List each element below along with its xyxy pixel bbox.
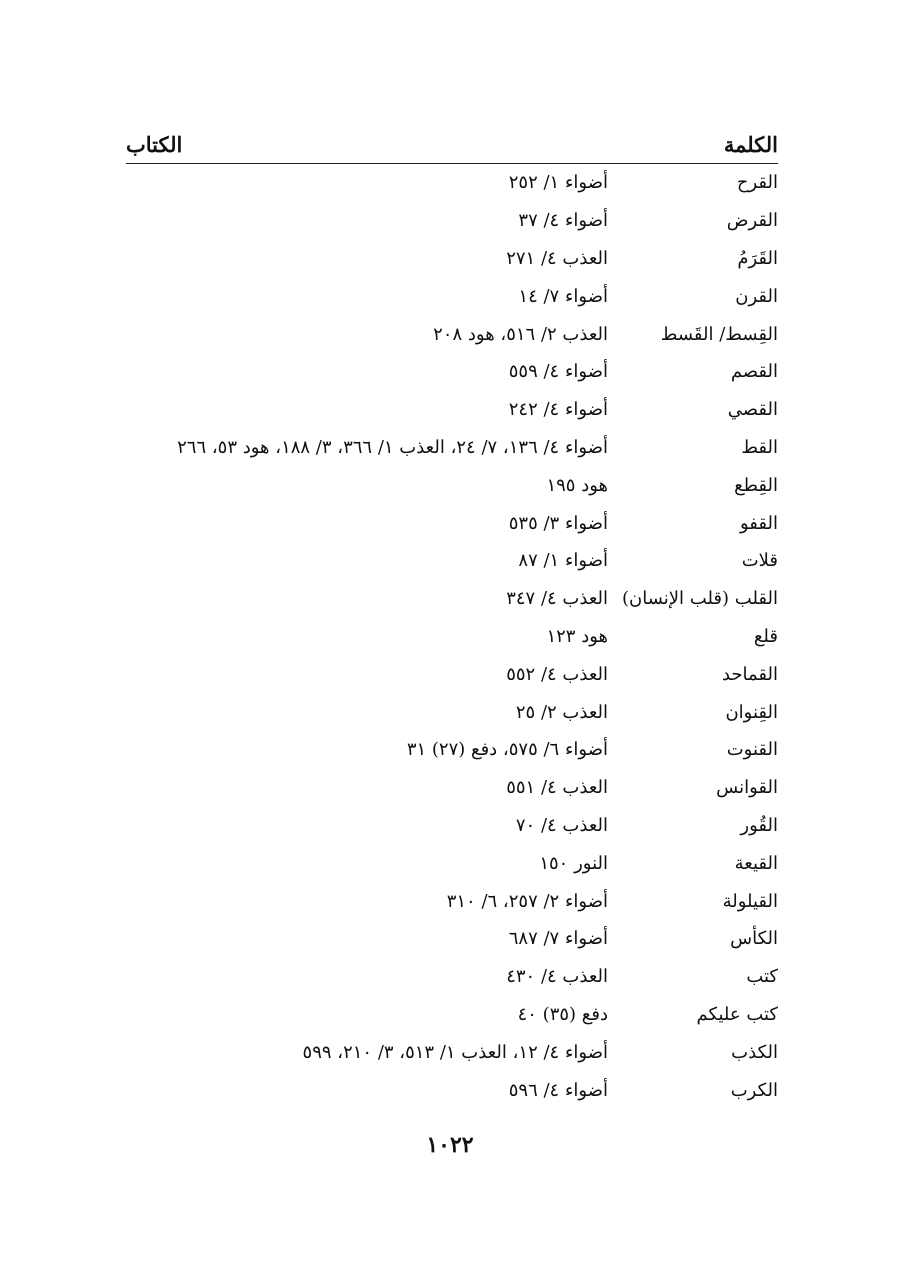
table-row (126, 240, 778, 278)
entry-word: القِنوان (725, 701, 778, 723)
entry-word: القيعة (734, 852, 778, 874)
table-row (126, 429, 778, 467)
table-row (126, 693, 778, 731)
table-row (126, 996, 778, 1034)
entry-word: القط (741, 436, 778, 458)
table-row (126, 618, 778, 656)
entry-reference: أضواء ٧/ ١٤ (518, 285, 608, 307)
table-row (126, 1033, 778, 1071)
table-row (126, 164, 778, 202)
entry-word: الكذب (731, 1041, 778, 1063)
table-row (126, 731, 778, 769)
entry-word: كتب (746, 966, 778, 988)
entry-reference: أضواء ٤/ ١٣٦، ٧/ ٢٤، العذب ١/ ٣٦٦، ٣/ ١٨٨، هود ٥٣، ٢٦٦ (177, 436, 608, 458)
entry-word: القوانس (716, 777, 778, 799)
entry-word: الكأس (730, 928, 778, 950)
entry-reference: أضواء ٤/ ٣٧ (518, 210, 608, 232)
entry-word: القرن (735, 285, 778, 307)
entry-word: القصم (730, 361, 778, 383)
entry-word: القَرَمُ (737, 247, 778, 269)
table-row (126, 466, 778, 504)
table-row (126, 353, 778, 391)
table-row (126, 958, 778, 996)
table-row (126, 315, 778, 353)
entry-word: القنوت (726, 739, 778, 761)
entry-reference: هود ١٩٥ (546, 474, 608, 496)
table-row (126, 277, 778, 315)
entry-reference: العذب ٤/ ٣٤٧ (506, 588, 608, 610)
entry-word: القيلولة (722, 890, 778, 912)
entry-word: قلع (753, 625, 778, 647)
entry-reference: أضواء ٤/ ٥٩٦ (508, 1079, 608, 1101)
entry-reference: العذب ٤/ ٤٣٠ (506, 966, 608, 988)
entry-word: القُور (740, 814, 778, 836)
table-row (126, 391, 778, 429)
table-row (126, 882, 778, 920)
entry-reference: أضواء ١/ ٨٧ (518, 550, 608, 572)
table-row (126, 202, 778, 240)
entry-word: القصي (727, 399, 778, 421)
book-column-header: الكتاب (126, 132, 183, 157)
entry-word: القرض (726, 210, 778, 232)
entry-reference: أضواء ٦/ ٥٧٥، دفع (٢٧) ٣١ (406, 739, 608, 761)
entry-reference: أضواء ٣/ ٥٣٥ (508, 512, 608, 534)
table-row (126, 920, 778, 958)
table-row (126, 655, 778, 693)
entry-reference: العذب ٤/ ٥٥١ (506, 777, 608, 799)
table-row (126, 504, 778, 542)
entry-word: القرح (736, 172, 778, 194)
entry-reference: النور ١٥٠ (539, 852, 608, 874)
entry-reference: العذب ٢/ ٥١٦، هود ٢٠٨ (433, 323, 608, 345)
entry-reference: العذب ٤/ ٥٥٢ (506, 663, 608, 685)
entry-word: الكرب (730, 1079, 778, 1101)
entry-reference: دفع (٣٥) ٤٠ (517, 1003, 608, 1025)
entry-word: القفو (740, 512, 778, 534)
table-row (126, 769, 778, 807)
entry-reference: العذب ٤/ ٧٠ (515, 814, 608, 836)
entry-reference: أضواء ١/ ٢٥٢ (508, 172, 608, 194)
page-number: ١٠٢٢ (426, 1132, 474, 1158)
word-column-header: الكلمة (723, 132, 778, 157)
table-row (126, 807, 778, 845)
table-rows (126, 164, 778, 1109)
entry-reference: أضواء ٤/ ٢٤٢ (508, 399, 608, 421)
table-header (126, 124, 778, 164)
entry-reference: هود ١٢٣ (546, 625, 608, 647)
entry-reference: أضواء ٤/ ١٢، العذب ١/ ٥١٣، ٣/ ٢١٠، ٥٩٩ (302, 1041, 608, 1063)
entry-reference: العذب ٤/ ٢٧١ (506, 247, 608, 269)
entry-word: القِسط/ القَسط (660, 323, 778, 345)
entry-reference: أضواء ٢/ ٢٥٧، ٦/ ٣١٠ (446, 890, 608, 912)
entry-word: كتب عليكم (696, 1003, 778, 1025)
entry-reference: أضواء ٤/ ٥٥٩ (508, 361, 608, 383)
entry-reference: العذب ٢/ ٢٥ (515, 701, 608, 723)
entry-word: القلب (قلب الإنسان) (622, 588, 778, 610)
table-row (126, 580, 778, 618)
entry-word: قلات (741, 550, 778, 572)
table-row (126, 844, 778, 882)
index-table (126, 124, 778, 1109)
entry-reference: أضواء ٧/ ٦٨٧ (508, 928, 608, 950)
entry-word: القماحد (721, 663, 778, 685)
entry-word: القِطع (734, 474, 778, 496)
table-row (126, 542, 778, 580)
table-row (126, 1071, 778, 1109)
